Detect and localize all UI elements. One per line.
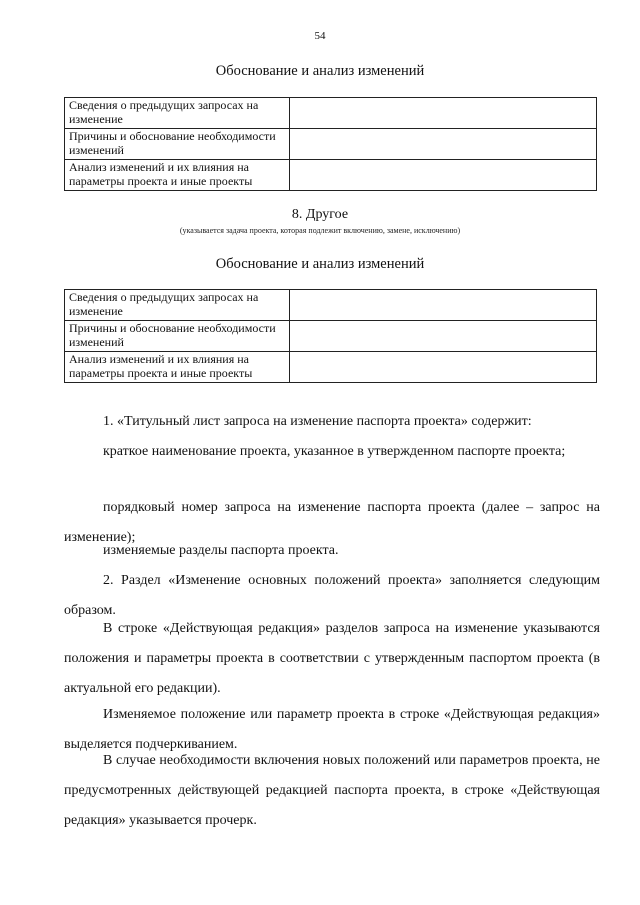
- paragraph-title-page: 1. «Титульный лист запроса на изменение паспорта проекта» содержит:: [103, 414, 532, 429]
- section-title-analysis-1: Обоснование и анализ изменений: [215, 63, 425, 79]
- row-value: [290, 352, 597, 383]
- table-row: [65, 98, 597, 129]
- row-label: Сведения о предыдущих запросах на изменение: [65, 98, 290, 129]
- paragraph-serial-number: порядковый номер запроса на изменение паспорта проекта (далее – запрос на изменение);: [64, 500, 600, 545]
- paragraph-section-changes: 2. Раздел «Изменение основных положений проекта» заполняется следующим образом.: [64, 573, 600, 618]
- row-value: [290, 160, 597, 191]
- section-heading-other: 8. Другое: [291, 207, 349, 222]
- row-value: [290, 321, 597, 352]
- table-row: [65, 352, 597, 383]
- analysis-table-2: [64, 289, 597, 383]
- row-label: Причины и обоснование необходимости изменений: [65, 321, 290, 352]
- row-value: [290, 290, 597, 321]
- table-row: [65, 290, 597, 321]
- paragraph-current-edition: В строке «Действующая редакция» разделов запроса на изменение указываются положения и параметры проекта в соответствии с утвержденным паспортом проекта (в актуальной его редакции).: [64, 621, 600, 696]
- table-row: [65, 129, 597, 160]
- paragraph-dash: В случае необходимости включения новых положений или параметров проекта, не предусмотренных действующей редакцией паспорта проекта, в строке «Действующая редакция» указывается прочерк.: [64, 753, 600, 828]
- table-row: [65, 321, 597, 352]
- row-label: Причины и обоснование необходимости изменений: [65, 129, 290, 160]
- table-row: [65, 160, 597, 191]
- page-number: 54: [314, 30, 326, 42]
- paragraph-underline: Изменяемое положение или параметр проекта в строке «Действующая редакция» выделяется подчеркиванием.: [64, 707, 600, 752]
- row-label: Анализ изменений и их влияния на параметры проекта и иные проекты: [65, 160, 290, 191]
- section-caption: (указывается задача проекта, которая подлежит включению, замене, исключению): [179, 226, 461, 235]
- row-label: Анализ изменений и их влияния на параметры проекта и иные проекты: [65, 352, 290, 383]
- row-value: [290, 98, 597, 129]
- section-title-analysis-2: Обоснование и анализ изменений: [215, 256, 425, 272]
- paragraph-changed-sections: изменяемые разделы паспорта проекта.: [103, 543, 339, 558]
- row-value: [290, 129, 597, 160]
- row-label: Сведения о предыдущих запросах на изменение: [65, 290, 290, 321]
- paragraph-short-name: краткое наименование проекта, указанное в утвержденном паспорте проекта;: [103, 444, 566, 459]
- analysis-table-1: [64, 97, 597, 191]
